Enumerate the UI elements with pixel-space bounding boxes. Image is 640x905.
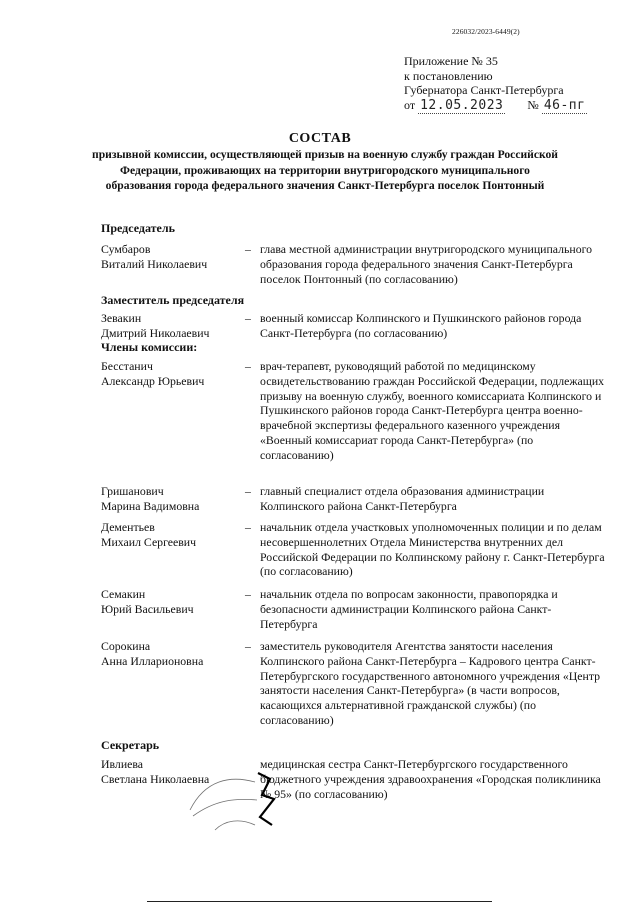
member-surname: Семакин [101,587,146,601]
document-title: СОСТАВ [288,131,352,146]
member-given-name: Михаил Сергеевич [101,534,197,549]
appendix-block [404,54,587,113]
footer-rule [147,901,492,902]
appendix-line-3: Губернатора Санкт-Петербурга [404,83,564,97]
section-deputy: Заместитель председателя [101,293,245,307]
document-number: 226032/2023-6449(2) [452,27,520,36]
member-name-block [101,587,236,617]
member-name-block [101,520,236,550]
member-position: врач-терапевт, руководящий работой по медицинскому освидетельствованию граждан Российской Федерации, подлежащих призыву на военную службу, военного комиссариата Колпинского и Пушкинского районов города Санкт-Петербурга центра военно-врачебной экспертизы федерального казенного учреждения «Военный комиссариат города Санкт-Петербурга» (по согласованию) [260,359,605,462]
member-surname: Сорокина [101,639,151,653]
member-position: военный комиссар Колпинского и Пушкинского районов города Санкт-Петербурга (по согласованию) [260,311,582,340]
member-given-name: Юрий Васильевич [101,601,194,616]
member-surname: Гришанович [101,484,164,498]
member-name-block [101,757,236,787]
member-position: глава местной администрации внутригородского муниципального образования города федерального значения Санкт-Петербурга поселок Понтонный (по согласованию) [260,242,593,286]
appendix-number: 46-пг [543,97,586,113]
member-surname: Зевакин [101,311,142,325]
member-surname: Сумбаров [101,242,151,256]
member-position: заместитель руководителя Агентства занятости населения Колпинского района Санкт-Петербурга – Кадрового центра Санкт-Петербургского государственного автономного учреждения «Центр занятости населения Санкт-Петербурга» (в части вопросов, касающихся альтернативной гражданской службы) (по согласованию) [260,639,601,727]
appendix-line-1: Приложение № 35 [404,54,498,68]
dash: – [245,639,251,653]
member-name-block [101,359,236,389]
member-position: начальник отдела участковых уполномоченных полиции и по делам несовершеннолетних Отдела Министерства внутренних дел Российской Федерации по Колпинскому району г. Санкт-Петербурга (по согласованию) [260,520,605,579]
member-name-block [101,242,236,272]
member-given-name: Анна Илларионовна [101,653,204,668]
dash: – [245,587,251,601]
section-chair: Председатель [101,221,175,235]
dash: – [245,484,251,498]
member-position: медицинская сестра Санкт-Петербургского государственного бюджетного учреждения здравоохранения «Городская поликлиника № 95» (по согласованию) [260,757,601,801]
dash: – [245,242,251,256]
section-secretary: Секретарь [101,738,160,752]
member-name-block [101,311,236,341]
member-position: начальник отдела по вопросам законности, правопорядка и безопасности администрации Колпинского района Санкт-Петербурга [260,587,558,631]
document-subtitle: призывной комиссии, осуществляющей призыв на военную службу граждан Российской Федерации, проживающих на территории внутригородского муниципального образования города федерального значения Санкт-Петербурга поселок Понтонный [92,148,558,192]
appendix-line-2: к постановлению [404,68,493,83]
dash: – [245,311,251,325]
member-given-name: Виталий Николаевич [101,256,208,271]
member-surname: Бесстанич [101,359,153,373]
member-name-block [101,484,236,514]
signature-mark [252,765,282,835]
number-label: № [527,97,539,112]
member-position: главный специалист отдела образования администрации Колпинского района Санкт-Петербурга [260,484,545,513]
member-given-name: Марина Вадимовна [101,498,200,513]
section-members: Члены комиссии: [101,340,198,354]
member-given-name: Светлана Николаевна [101,771,210,786]
member-given-name: Александр Юрьевич [101,373,205,388]
member-surname: Дементьев [101,520,155,534]
from-label: от [404,97,416,112]
member-surname: Ивлиева [101,757,144,771]
member-given-name: Дмитрий Николаевич [101,325,210,340]
dash: – [245,520,251,534]
appendix-date-row [404,98,587,114]
dash: – [245,359,251,373]
appendix-date: 12.05.2023 [420,97,504,113]
member-name-block [101,639,236,669]
